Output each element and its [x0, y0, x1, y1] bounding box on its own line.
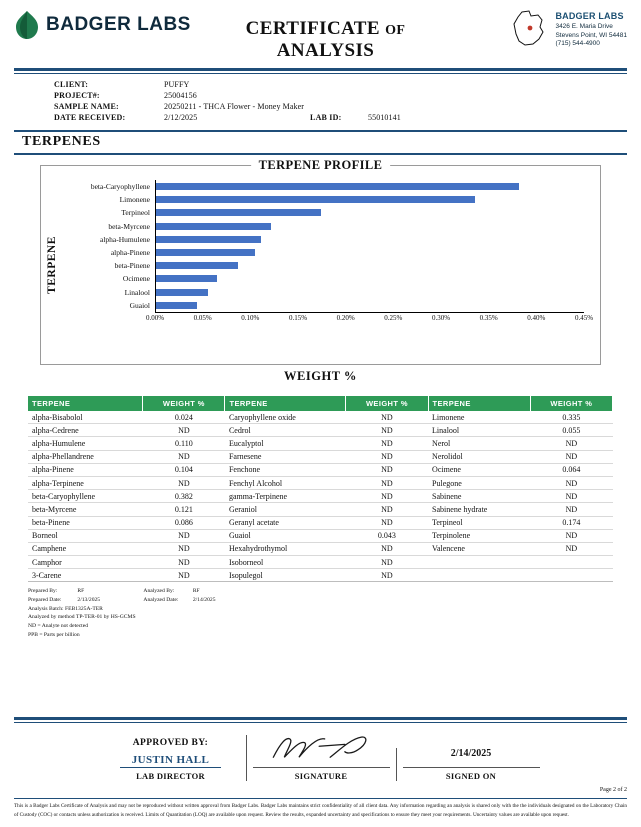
table-row — [28, 463, 613, 476]
table-column-header: WEIGHT % — [530, 396, 612, 411]
cell-weight: ND — [346, 411, 428, 424]
chart-bar-row — [156, 206, 584, 219]
cell-terpene: Eucalyptol — [225, 437, 346, 450]
cell-weight: 0.024 — [143, 411, 225, 424]
signature-block — [246, 735, 396, 781]
prepared-date-value: 2/13/2025 — [77, 597, 101, 604]
table-column-header: TERPENE — [28, 396, 143, 411]
header-divider — [14, 68, 627, 71]
cell-weight: 0.055 — [530, 424, 612, 437]
cell-terpene: gamma-Terpinene — [225, 490, 346, 503]
cell-terpene: Sabinene hydrate — [428, 503, 530, 516]
cell-weight: ND — [346, 437, 428, 450]
analyzed-by-label: Analyzed By: — [143, 588, 175, 595]
chart-bar-row — [156, 246, 584, 259]
title-of: OF — [385, 23, 406, 38]
cell-weight: 0.174 — [530, 516, 612, 529]
cell-weight: ND — [346, 450, 428, 463]
cell-weight: ND — [346, 516, 428, 529]
chart-title: TERPENE PROFILE — [251, 158, 391, 173]
wisconsin-state-icon — [509, 10, 549, 48]
cell-terpene: Camphene — [28, 542, 143, 555]
table-body — [28, 411, 613, 582]
date-received-value: 2/12/2025 — [164, 113, 198, 122]
chart-category-label: Limonene — [119, 195, 150, 205]
cell-weight: ND — [143, 569, 225, 582]
lab-address-line1: 3426 E. Maria Drive — [555, 22, 613, 30]
chart-bar — [156, 236, 261, 243]
cell-terpene: Nerolidol — [428, 450, 530, 463]
table-column-header: TERPENE — [428, 396, 530, 411]
cell-weight: ND — [346, 424, 428, 437]
table-header-row — [28, 396, 613, 411]
approved-by-label: APPROVED BY: — [132, 738, 209, 748]
cell-weight: ND — [346, 569, 428, 582]
client-label: CLIENT: — [54, 80, 89, 89]
lab-address-block — [555, 10, 627, 49]
terpene-profile-chart — [40, 158, 601, 365]
badger-leaf-icon — [14, 10, 40, 40]
chart-bar-row — [156, 259, 584, 272]
cell-terpene: alpha-Bisabolol — [28, 411, 143, 424]
cell-weight: ND — [346, 463, 428, 476]
approver-title: LAB DIRECTOR — [136, 771, 205, 781]
chart-bar-row — [156, 286, 584, 299]
sample-label: SAMPLE NAME: — [54, 102, 119, 111]
cell-terpene: Geranyl acetate — [225, 516, 346, 529]
title-main: CERTIFICATE — [245, 18, 380, 39]
cell-terpene: Farnesene — [225, 450, 346, 463]
cell-weight: ND — [143, 424, 225, 437]
chart-x-tick-labels — [145, 313, 594, 325]
cell-terpene: beta-Caryophyllene — [28, 490, 143, 503]
chart-bar — [156, 302, 197, 309]
analysis-batch-value: FEB1325A-TER — [65, 605, 103, 612]
chart-category-label: beta-Caryophyllene — [90, 182, 150, 191]
cell-terpene: Sabinene — [428, 490, 530, 503]
cell-weight: 0.382 — [143, 490, 225, 503]
document-header — [14, 0, 627, 62]
chart-category-label: beta-Myrcene — [108, 221, 150, 231]
chart-bar — [156, 249, 255, 256]
approver-name: JUSTIN HALL — [120, 752, 221, 768]
cell-terpene: 3-Carene — [28, 569, 143, 582]
notes-method: Analyzed by method TP-TER-01 by HS-GCMS — [28, 614, 136, 621]
chart-bar-row — [156, 272, 584, 285]
cell-terpene: alpha-Terpinene — [28, 476, 143, 489]
cell-weight: ND — [346, 542, 428, 555]
lab-info — [447, 10, 627, 49]
cell-terpene: Fenchone — [225, 463, 346, 476]
analysis-notes — [28, 587, 613, 639]
cell-terpene: Terpinolene — [428, 529, 530, 542]
brand-logo — [14, 10, 204, 40]
cell-terpene: alpha-Pinene — [28, 463, 143, 476]
section-title: TERPENES — [22, 134, 101, 149]
prepared-date-label: Prepared Date: — [28, 597, 62, 604]
table-row — [28, 450, 613, 463]
cell-terpene: Linalool — [428, 424, 530, 437]
cell-weight: ND — [346, 490, 428, 503]
table-row — [28, 476, 613, 489]
chart-bar — [156, 209, 321, 216]
lab-address-line2: Stevens Point, WI 54481 — [555, 31, 627, 39]
analyzed-by-value: RF — [192, 588, 200, 595]
analyzed-date-value: 2/14/2025 — [192, 597, 216, 604]
signature-image — [253, 735, 390, 765]
cell-weight: ND — [143, 556, 225, 569]
cell-weight: 0.104 — [143, 463, 225, 476]
lab-id-label: LAB ID: — [310, 113, 342, 122]
signed-on-label: SIGNED ON — [445, 771, 497, 781]
table-row — [28, 437, 613, 450]
cell-terpene: Valencene — [428, 542, 530, 555]
cell-weight: ND — [143, 450, 225, 463]
approved-by-block — [96, 738, 246, 781]
cell-terpene: beta-Pinene — [28, 516, 143, 529]
sample-value: 20250211 - THCA Flower - Money Maker — [164, 102, 305, 111]
analyzed-date-label: Analyzed Date: — [143, 597, 179, 604]
cell-weight — [530, 569, 612, 582]
table-row — [28, 516, 613, 529]
cell-weight: ND — [530, 437, 612, 450]
cell-weight: 0.086 — [143, 516, 225, 529]
chart-x-tick: 0.45% — [574, 314, 594, 322]
cell-weight: 0.121 — [143, 503, 225, 516]
cell-terpene: alpha-Cedrene — [28, 424, 143, 437]
chart-bar-row — [156, 180, 584, 193]
metadata-row-project — [54, 91, 304, 100]
notes-ppb: PPB = Parts per billion — [28, 631, 80, 638]
chart-bar — [156, 275, 217, 282]
metadata-row-sample — [54, 102, 304, 111]
cell-weight: ND — [530, 542, 612, 555]
chart-category-labels — [63, 166, 155, 364]
cell-terpene: Isopulegol — [225, 569, 346, 582]
cell-terpene: Guaiol — [225, 529, 346, 542]
approval-divider-thin — [14, 722, 627, 723]
table-row — [28, 569, 613, 582]
chart-bars — [155, 180, 584, 313]
cell-terpene — [428, 569, 530, 582]
cell-terpene: Caryophyllene oxide — [225, 411, 346, 424]
cell-terpene: alpha-Humulene — [28, 437, 143, 450]
notes-row-batch — [28, 605, 613, 614]
approval-divider — [14, 717, 627, 720]
cell-weight: 0.110 — [143, 437, 225, 450]
lab-name: BADGER LABS — [555, 11, 624, 21]
chart-bar-row — [156, 233, 584, 246]
chart-category-label: alpha-Pinene — [110, 247, 150, 257]
cell-weight: ND — [346, 556, 428, 569]
cell-terpene: Borneol — [28, 529, 143, 542]
cell-weight: ND — [346, 476, 428, 489]
cell-weight: ND — [530, 476, 612, 489]
cell-weight: 0.064 — [530, 463, 612, 476]
chart-y-axis-title: TERPENE — [46, 236, 59, 294]
date-received-label: DATE RECEIVED: — [54, 113, 126, 122]
prepared-by-value: RF — [77, 588, 85, 595]
chart-bar — [156, 196, 475, 203]
notes-row-1 — [28, 587, 613, 596]
cell-weight — [530, 556, 612, 569]
chart-x-tick: 0.10% — [241, 314, 260, 322]
cell-weight: ND — [530, 490, 612, 503]
chart-bar — [156, 183, 519, 190]
chart-category-label: Ocimene — [122, 274, 150, 284]
chart-category-label: Linalool — [124, 287, 150, 297]
table-column-header: WEIGHT % — [143, 396, 225, 411]
notes-row-2 — [28, 596, 613, 605]
cell-weight: 0.043 — [346, 529, 428, 542]
chart-bar-row — [156, 193, 584, 206]
section-header-terpenes — [14, 130, 627, 155]
table-column-header: WEIGHT % — [346, 396, 428, 411]
metadata-row-date — [54, 113, 304, 122]
brand-name: BADGER LABS — [46, 14, 191, 35]
cell-terpene: alpha-Phellandrene — [28, 450, 143, 463]
chart-category-label: beta-Pinene — [114, 261, 150, 271]
cell-terpene: Limonene — [428, 411, 530, 424]
chart-x-tick: 0.40% — [527, 314, 546, 322]
chart-x-axis-title: WEIGHT % — [284, 369, 357, 383]
notes-nd: ND = Analyte not detected — [28, 623, 89, 630]
cell-terpene: Isoborneol — [225, 556, 346, 569]
cell-weight: ND — [143, 542, 225, 555]
table-row — [28, 503, 613, 516]
chart-x-tick: 0.05% — [193, 314, 212, 322]
table-row — [28, 424, 613, 437]
terpene-results-table — [28, 396, 613, 582]
chart-plot — [145, 180, 594, 364]
title-tail: ANALYSIS — [276, 40, 375, 61]
sample-metadata — [14, 74, 627, 128]
cell-terpene: Camphor — [28, 556, 143, 569]
table-column-header: TERPENE — [225, 396, 346, 411]
cell-weight: ND — [530, 503, 612, 516]
metadata-row-client — [54, 80, 304, 89]
cell-terpene: Nerol — [428, 437, 530, 450]
approval-section — [14, 717, 627, 781]
project-label: PROJECT#: — [54, 91, 100, 100]
cell-terpene — [428, 556, 530, 569]
cell-terpene: Cedrol — [225, 424, 346, 437]
chart-category-label: Terpineol — [121, 208, 150, 218]
chart-bar-row — [156, 299, 584, 312]
table-row — [28, 490, 613, 503]
metadata-row-labid — [310, 113, 401, 122]
signed-on-block — [396, 748, 546, 781]
page-title — [204, 10, 447, 62]
client-value: PUFFY — [164, 80, 190, 89]
chart-bar — [156, 289, 208, 296]
cell-weight: ND — [530, 529, 612, 542]
signed-on-date: 2/14/2025 — [450, 748, 492, 759]
footer-disclaimer: This is a Badger Labs Certificate of Analysis and may not be reproduced without written approval from Badger Labs. Badger Labs maintains strict confidentiality of all client data. Any information regarding an analysis is shared only with the the individuals designated on the Laboratory Chain of Custody (COC) or contacts unless authorization is received. Limits of Quantitation (LOQ) are available upon request. Review the results, expanded uncertainty and specifications to ensure they meet your requirements. Uncertainty values are available upon request. — [14, 798, 627, 819]
table-row — [28, 529, 613, 542]
chart-category-label: Guaiol — [129, 300, 150, 310]
metadata-column-right — [310, 80, 401, 122]
cell-terpene: Pulegone — [428, 476, 530, 489]
cell-terpene: Fenchyl Alcohol — [225, 476, 346, 489]
table-row — [28, 556, 613, 569]
cell-terpene: beta-Myrcene — [28, 503, 143, 516]
analysis-batch-label: Analysis Batch: — [28, 605, 64, 612]
cell-weight: ND — [143, 476, 225, 489]
cell-weight: 0.335 — [530, 411, 612, 424]
signature-label: SIGNATURE — [294, 771, 348, 781]
cell-terpene: Geraniol — [225, 503, 346, 516]
cell-terpene: Hexahydrothymol — [225, 542, 346, 555]
chart-bar — [156, 223, 271, 230]
chart-bar-row — [156, 220, 584, 233]
prepared-by-label: Prepared By: — [28, 588, 58, 595]
cell-terpene: Ocimene — [428, 463, 530, 476]
table-row — [28, 411, 613, 424]
cell-weight: ND — [143, 529, 225, 542]
table-row — [28, 542, 613, 555]
chart-category-label: alpha-Humulene — [100, 234, 150, 244]
lab-phone: (715) 544-4900 — [555, 40, 600, 48]
cell-weight: ND — [346, 503, 428, 516]
chart-x-tick: 0.35% — [479, 314, 498, 322]
cell-terpene: Terpineol — [428, 516, 530, 529]
chart-x-tick: 0.00% — [145, 314, 165, 322]
chart-x-tick: 0.30% — [431, 314, 451, 322]
chart-x-tick: 0.20% — [336, 314, 355, 322]
project-value: 25004156 — [164, 91, 197, 100]
cell-weight: ND — [530, 450, 612, 463]
chart-x-tick: 0.25% — [384, 314, 403, 322]
chart-x-tick: 0.15% — [288, 314, 308, 322]
lab-id-value: 55010141 — [368, 113, 401, 122]
metadata-column-left — [54, 80, 304, 122]
page-number: Page 2 of 2 — [599, 787, 627, 793]
chart-bar — [156, 262, 238, 269]
